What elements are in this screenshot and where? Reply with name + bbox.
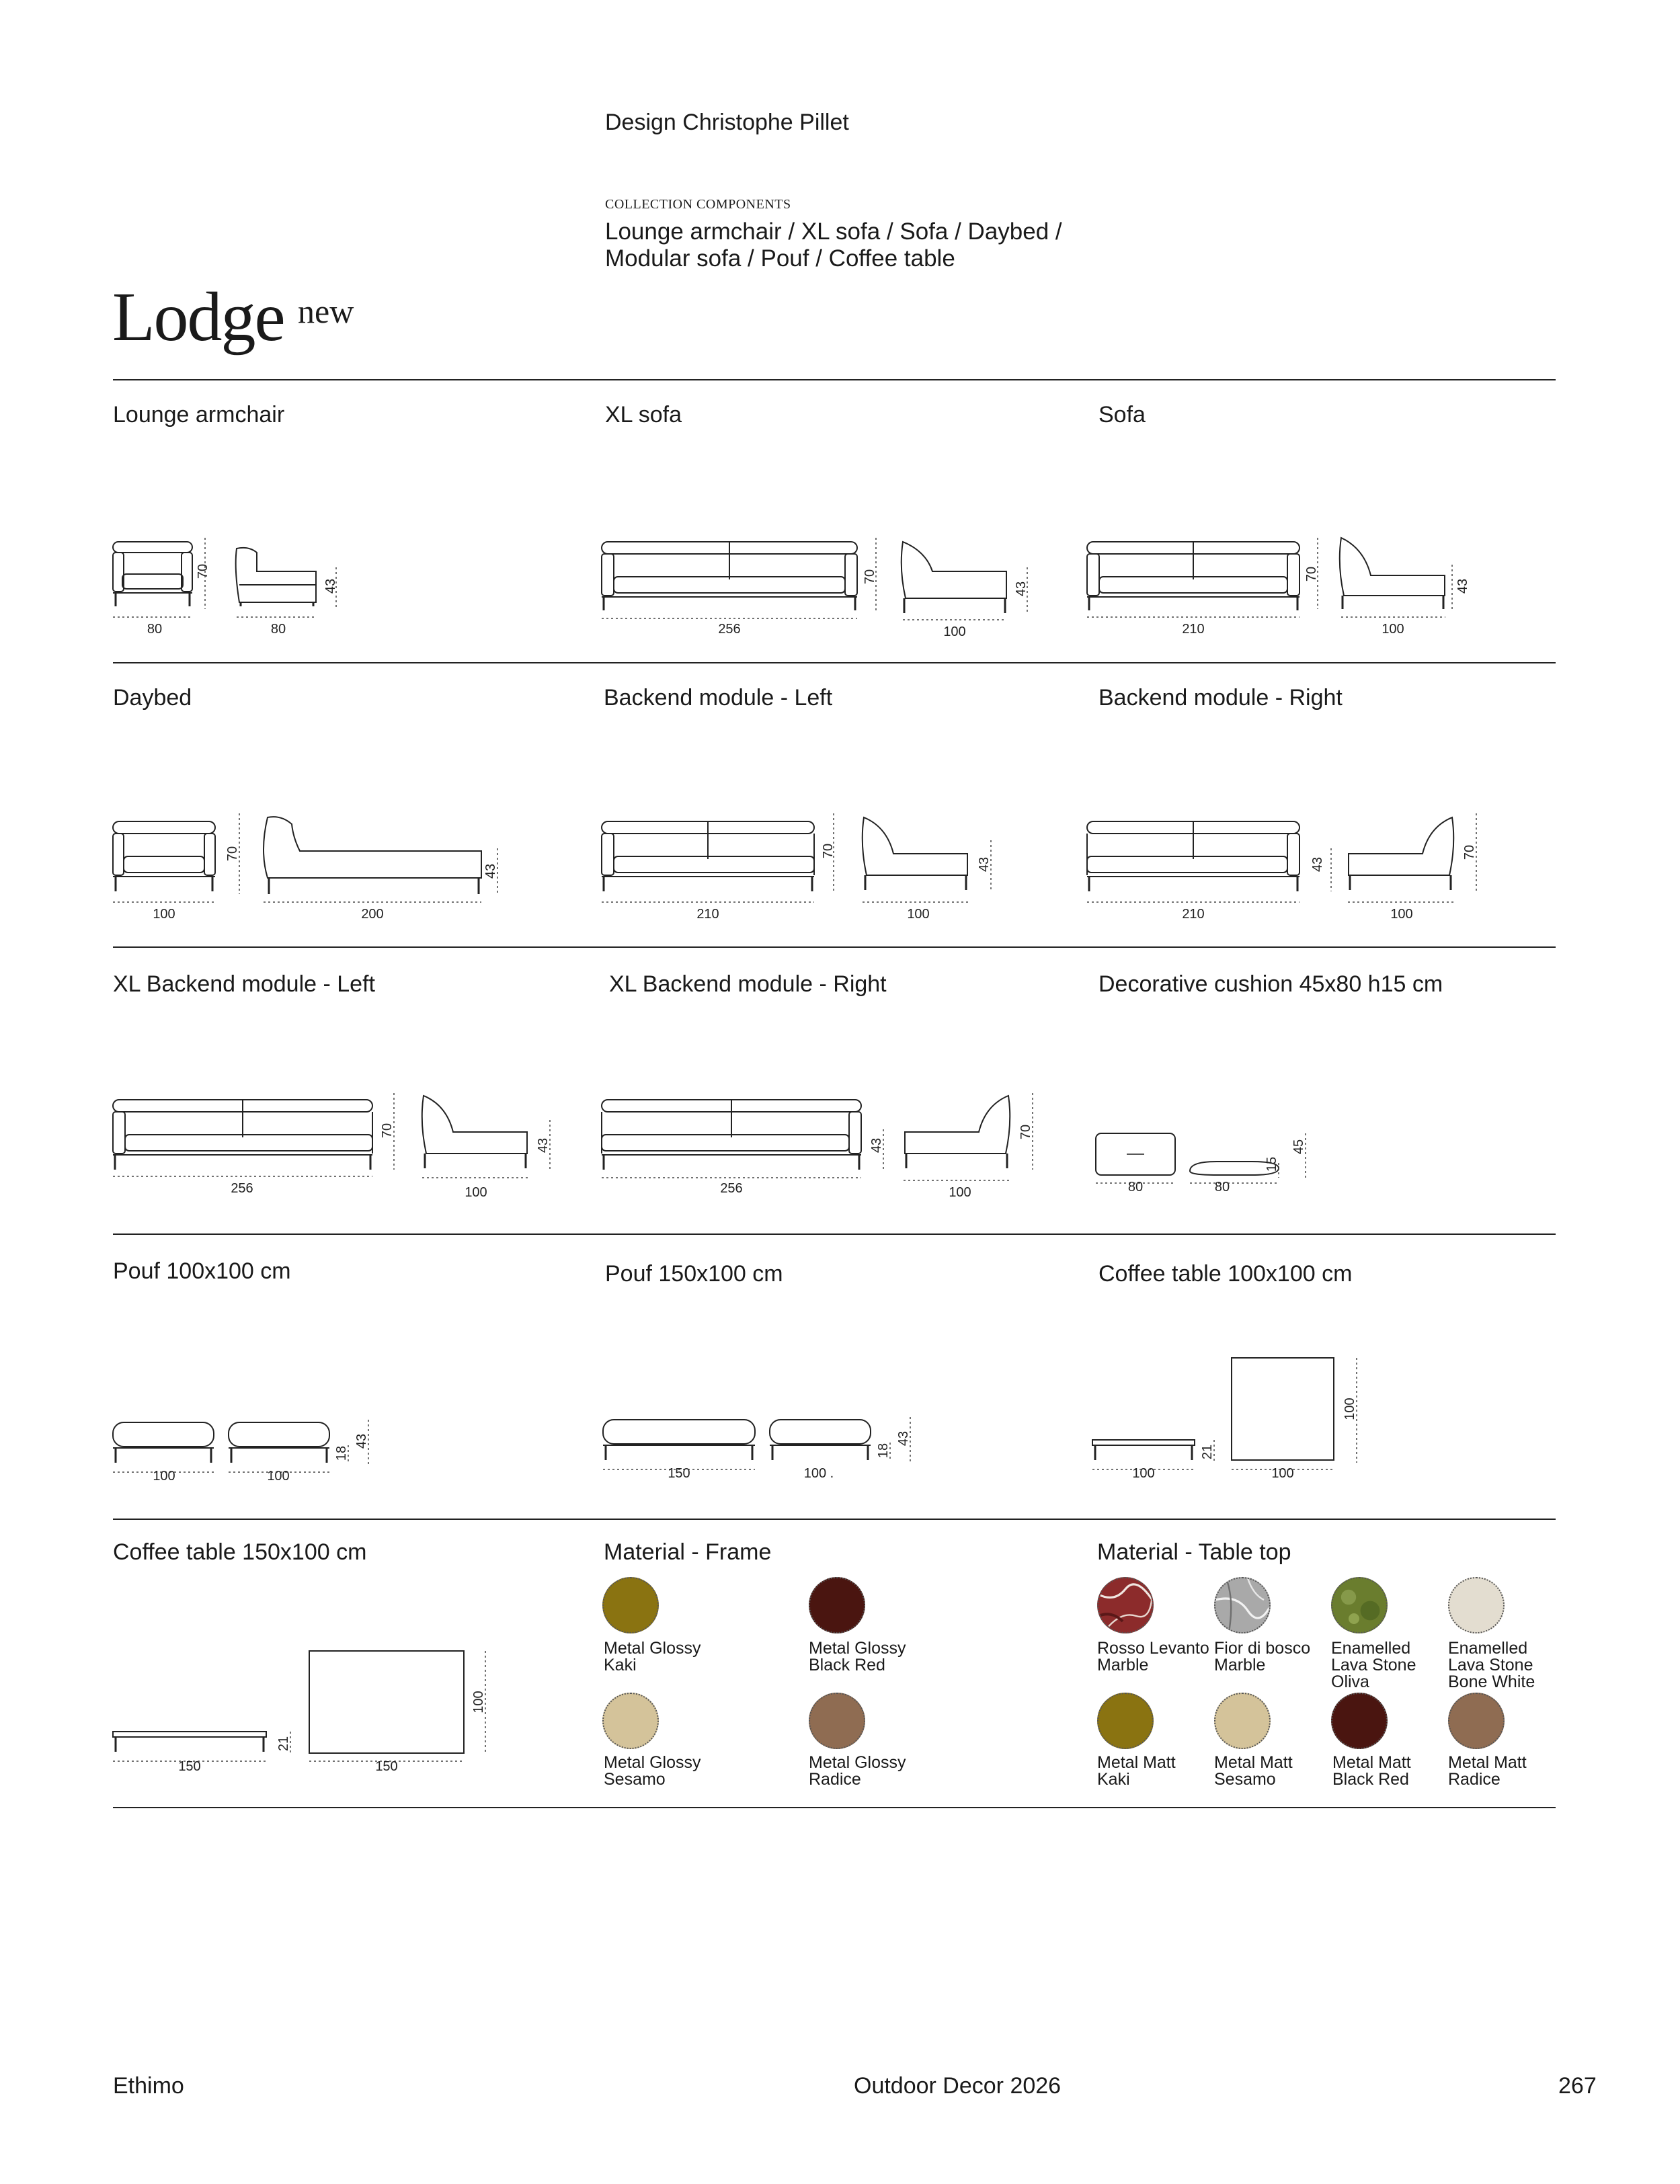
dimension-label: 150 <box>668 1466 690 1481</box>
dimension-label: 256 <box>718 622 741 637</box>
tabletop-swatch-label: Fior di bosco Marble <box>1214 1639 1311 1674</box>
tabletop-swatch[interactable] <box>1448 1693 1505 1749</box>
dimension-label: 43 <box>483 863 498 879</box>
dimension-label: 70 <box>821 843 836 859</box>
tabletop-swatch[interactable] <box>1331 1577 1388 1633</box>
dimension-label: 100 <box>471 1691 486 1713</box>
dimension-label: 43 <box>896 1430 911 1447</box>
dimension-label: 15 <box>1265 1156 1279 1172</box>
dimension-label: 70 <box>380 1123 395 1139</box>
new-badge: new <box>298 292 354 330</box>
dimension-label: 100 <box>1271 1466 1294 1481</box>
dimension-label: 80 <box>147 622 163 637</box>
frame-swatch[interactable] <box>602 1577 659 1633</box>
decorative-cushion-drawing <box>1096 1133 1306 1183</box>
dimension-label: 43 <box>1310 856 1325 873</box>
dimension-label: 200 <box>361 907 384 922</box>
xl-backend-module-right-drawing <box>602 1093 1033 1180</box>
dimension-label: 70 <box>1462 844 1477 860</box>
dimension-label: 70 <box>1304 566 1319 582</box>
tabletop-swatch-label: Metal Matt Radice <box>1448 1753 1527 1789</box>
dimension-label: 70 <box>863 569 877 585</box>
product-title: XL Backend module - Right <box>609 971 887 997</box>
collection-title: Lodge <box>112 278 284 356</box>
dimension-label: 18 <box>334 1445 349 1461</box>
dimension-label: 21 <box>1200 1444 1215 1460</box>
dimension-label: 70 <box>1018 1124 1033 1140</box>
dimension-label: 100 <box>465 1185 487 1200</box>
frame-swatch-label: Metal Glossy Radice <box>809 1753 906 1789</box>
dimension-label: 256 <box>231 1181 253 1196</box>
product-title: XL sofa <box>605 402 682 428</box>
xl-sofa-drawing <box>602 538 1027 620</box>
dimension-label: 43 <box>354 1433 369 1449</box>
dimension-label: 100 <box>1343 1398 1357 1420</box>
sofa-drawing <box>1087 538 1452 617</box>
product-title: Backend module - Right <box>1098 685 1343 711</box>
dimension-label: 210 <box>1182 622 1205 637</box>
tabletop-swatch-label: Rosso Levanto Marble <box>1097 1639 1209 1674</box>
material-frame-title: Material - Frame <box>604 1539 772 1565</box>
dimension-label: 256 <box>720 1181 743 1196</box>
dimension-label: 210 <box>696 907 719 922</box>
xl-backend-module-left-drawing <box>113 1093 550 1178</box>
tabletop-swatch-label: Metal Matt Kaki <box>1097 1753 1176 1789</box>
footer-brand: Ethimo <box>113 2073 184 2099</box>
dimension-label: 21 <box>276 1736 291 1752</box>
material-tabletop-title: Material - Table top <box>1097 1539 1291 1565</box>
dimension-label: 100 <box>949 1185 971 1200</box>
frame-swatch[interactable] <box>809 1577 865 1633</box>
collection-label: COLLECTION COMPONENTS <box>605 197 791 212</box>
divider <box>113 946 1556 948</box>
tabletop-swatch[interactable] <box>1448 1577 1505 1633</box>
dimension-label: 43 <box>323 578 338 594</box>
dimension-label: 210 <box>1182 907 1205 922</box>
dimension-label: 100 <box>907 907 930 922</box>
divider <box>113 1519 1556 1520</box>
divider <box>113 1807 1556 1808</box>
dimension-label: 43 <box>536 1137 551 1154</box>
tabletop-swatch-label: Metal Matt Black Red <box>1332 1753 1411 1789</box>
page-number: 267 <box>1558 2073 1597 2099</box>
dimension-label: 70 <box>225 846 240 862</box>
frame-swatch-label: Metal Glossy Kaki <box>604 1639 701 1674</box>
dimension-label: 43 <box>1014 581 1029 597</box>
product-title: XL Backend module - Left <box>113 971 375 997</box>
backend-module-left-drawing <box>602 813 991 902</box>
collection-list: Lounge armchair / XL sofa / Sofa / Daybed / Modular sofa / Pouf / Coffee table <box>605 218 1062 272</box>
dimension-label: 45 <box>1291 1139 1306 1155</box>
dimension-label: 150 <box>375 1759 398 1774</box>
product-title: Pouf 150x100 cm <box>605 1261 783 1287</box>
tabletop-swatch[interactable] <box>1214 1577 1271 1633</box>
tabletop-swatch-label: Enamelled Lava Stone Oliva <box>1331 1639 1416 1691</box>
dimension-label: 100 <box>267 1469 290 1484</box>
divider <box>113 379 1556 380</box>
product-title: Backend module - Left <box>604 685 833 711</box>
dimension-label: 100 <box>943 624 966 639</box>
dimension-label: 100 <box>1390 907 1413 922</box>
divider <box>113 1233 1556 1235</box>
product-title: Lounge armchair <box>113 402 285 428</box>
designer-credit: Design Christophe Pillet <box>605 110 849 135</box>
dimension-label: 150 <box>178 1759 201 1774</box>
dimension-label: 80 <box>270 622 286 637</box>
daybed-drawing <box>113 813 497 902</box>
tabletop-swatch[interactable] <box>1097 1693 1154 1749</box>
tabletop-swatch-label: Metal Matt Sesamo <box>1214 1753 1293 1789</box>
dimension-label: 18 <box>876 1443 891 1459</box>
product-title: Coffee table 150x100 cm <box>113 1539 367 1565</box>
tabletop-swatch-label: Enamelled Lava Stone Bone White <box>1448 1639 1535 1691</box>
coffee-table-150-drawing <box>113 1651 485 1761</box>
dimension-label: 100 . <box>803 1466 834 1481</box>
frame-swatch[interactable] <box>809 1693 865 1749</box>
pouf-150-drawing <box>603 1417 910 1469</box>
pouf-100-drawing <box>113 1420 368 1472</box>
dimension-label: 70 <box>196 563 210 579</box>
coffee-table-100-drawing <box>1092 1358 1357 1469</box>
divider <box>113 662 1556 663</box>
frame-swatch-label: Metal Glossy Black Red <box>809 1639 906 1674</box>
frame-swatch-label: Metal Glossy Sesamo <box>604 1753 701 1789</box>
product-title: Daybed <box>113 685 192 711</box>
footer-catalog: Outdoor Decor 2026 <box>854 2073 1062 2099</box>
product-title: Decorative cushion 45x80 h15 cm <box>1098 971 1443 997</box>
dimension-label: 100 <box>1132 1466 1155 1481</box>
dimension-label: 80 <box>1127 1180 1144 1195</box>
lounge-armchair-drawing <box>113 538 336 617</box>
product-title: Coffee table 100x100 cm <box>1098 1261 1353 1287</box>
backend-module-right-drawing <box>1087 813 1476 902</box>
dimension-label: 43 <box>977 856 992 873</box>
product-title: Pouf 100x100 cm <box>113 1258 291 1284</box>
dimension-label: 43 <box>869 1137 884 1154</box>
frame-swatch[interactable] <box>602 1693 659 1749</box>
product-title: Sofa <box>1098 402 1146 428</box>
dimension-label: 80 <box>1214 1180 1230 1195</box>
dimension-label: 100 <box>153 907 175 922</box>
dimension-label: 43 <box>1455 578 1470 594</box>
dimension-label: 100 <box>1382 622 1404 637</box>
tabletop-swatch[interactable] <box>1214 1693 1271 1749</box>
tabletop-swatch[interactable] <box>1331 1693 1388 1749</box>
tabletop-swatch[interactable] <box>1097 1577 1154 1633</box>
dimension-label: 100 <box>153 1469 175 1484</box>
